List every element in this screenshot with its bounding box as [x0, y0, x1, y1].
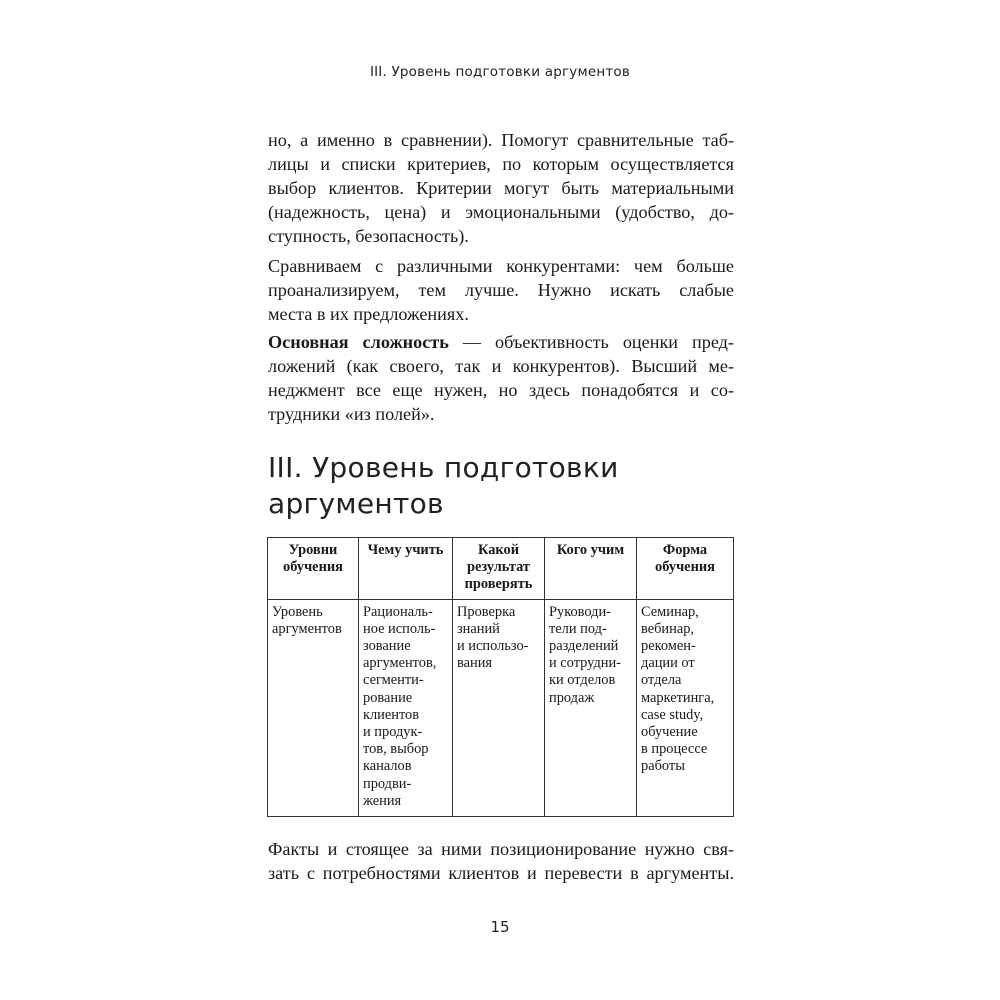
cell-line: вебинар, [641, 620, 695, 637]
cell-line: знаний [457, 620, 500, 637]
cell-line: ки отделов [549, 672, 616, 689]
table-cell-what-to-teach [359, 599, 453, 816]
paragraph-facts [268, 837, 734, 885]
text-line: Факты и стоящее за ними позиционирование нужно свя- [268, 839, 734, 859]
cell-line: рекомен- [641, 638, 696, 655]
running-head: III. Уровень подготовки аргументов [369, 64, 631, 80]
text-line: места в их предложениях. [268, 304, 469, 324]
table-header-cell: Уровни обучения [268, 538, 359, 600]
cell-line: и продук- [363, 724, 423, 741]
cell-line: тов, выбор [363, 741, 429, 758]
table-header-cell: Чему учить [359, 538, 453, 600]
text-line: (надежность, цена) и эмоциональными (удобство, до- [268, 202, 734, 222]
cell-line: вания [457, 655, 493, 672]
table-header-row [268, 538, 734, 600]
cell-line: Проверка [457, 603, 516, 620]
text-line: ложений (как своего, так и конкурентов). Высший ме- [268, 356, 734, 376]
cell-line: продаж [549, 689, 595, 706]
table-header-cell: Форма обучения [637, 538, 734, 600]
cell-line: аргументов, [363, 655, 437, 672]
text-line: неджмент все еще нужен, но здесь понадобятся и со- [268, 380, 734, 400]
cell-line: обучение [641, 724, 698, 741]
cell-line: работы [641, 758, 685, 775]
cell-line: продви- [363, 775, 412, 792]
cell-line: разделений [549, 638, 619, 655]
table-cell-level [268, 599, 359, 816]
cell-line: и использо- [457, 638, 529, 655]
cell-line: рование [363, 689, 413, 706]
text-line: Сравниваем с различными конкурентами: чем больше [268, 256, 734, 276]
table-cell-result [453, 599, 545, 816]
table-cell-format [637, 599, 734, 816]
table-row [268, 599, 734, 816]
cell-line: маркетинга, [641, 689, 715, 706]
paragraph-comparison [268, 128, 734, 248]
text-line: проанализируем, тем лучше. Нужно искать слабые [268, 280, 734, 300]
text-line: трудники «из полей». [268, 404, 435, 424]
table-header-cell: Какой результат проверять [453, 538, 545, 600]
section-title-line: III. Уровень подготовки [268, 451, 619, 484]
page-number: 15 [490, 918, 510, 936]
bold-term: Основная сложность [268, 332, 449, 352]
cell-line: Рациональ- [363, 603, 433, 620]
cell-line: тели под- [549, 620, 607, 637]
cell-line: case study, [641, 706, 704, 723]
cell-line: в процессе [641, 741, 708, 758]
table-header-cell: Кого учим [545, 538, 637, 600]
text-line: ступность, безопасность). [268, 226, 469, 246]
cell-line: зование [363, 638, 411, 655]
cell-line: дации от [641, 655, 695, 672]
cell-line: аргументов [272, 620, 342, 637]
text-line: выбор клиентов. Критерии могут быть материальными [268, 178, 734, 198]
section-title [268, 450, 748, 522]
table-cell-audience [545, 599, 637, 816]
cell-line: жения [363, 792, 402, 809]
cell-line: сегменти- [363, 672, 424, 689]
paragraph-competitors [268, 254, 734, 326]
cell-line: каналов [363, 758, 412, 775]
cell-line: Уровень [272, 603, 323, 620]
text-line: но, а именно в сравнении). Помогут сравнительные таб- [268, 130, 734, 150]
cell-line: Семинар, [641, 603, 699, 620]
cell-line: Руководи- [549, 603, 611, 620]
text-line [268, 330, 734, 354]
cell-line: ное исполь- [363, 620, 436, 637]
cell-line: отдела [641, 672, 682, 689]
text-line: зать с потребностями клиентов и перевести в аргументы. [268, 863, 734, 883]
text-fragment: — объективность оценки пред- [448, 332, 734, 352]
cell-line: и сотрудни- [549, 655, 621, 672]
training-levels-table [267, 537, 734, 817]
text-line: лицы и списки критериев, по которым осуществляется [268, 154, 734, 174]
paragraph-main-difficulty [268, 330, 734, 426]
cell-line: клиентов [363, 706, 420, 723]
section-title-line: аргументов [268, 487, 444, 520]
